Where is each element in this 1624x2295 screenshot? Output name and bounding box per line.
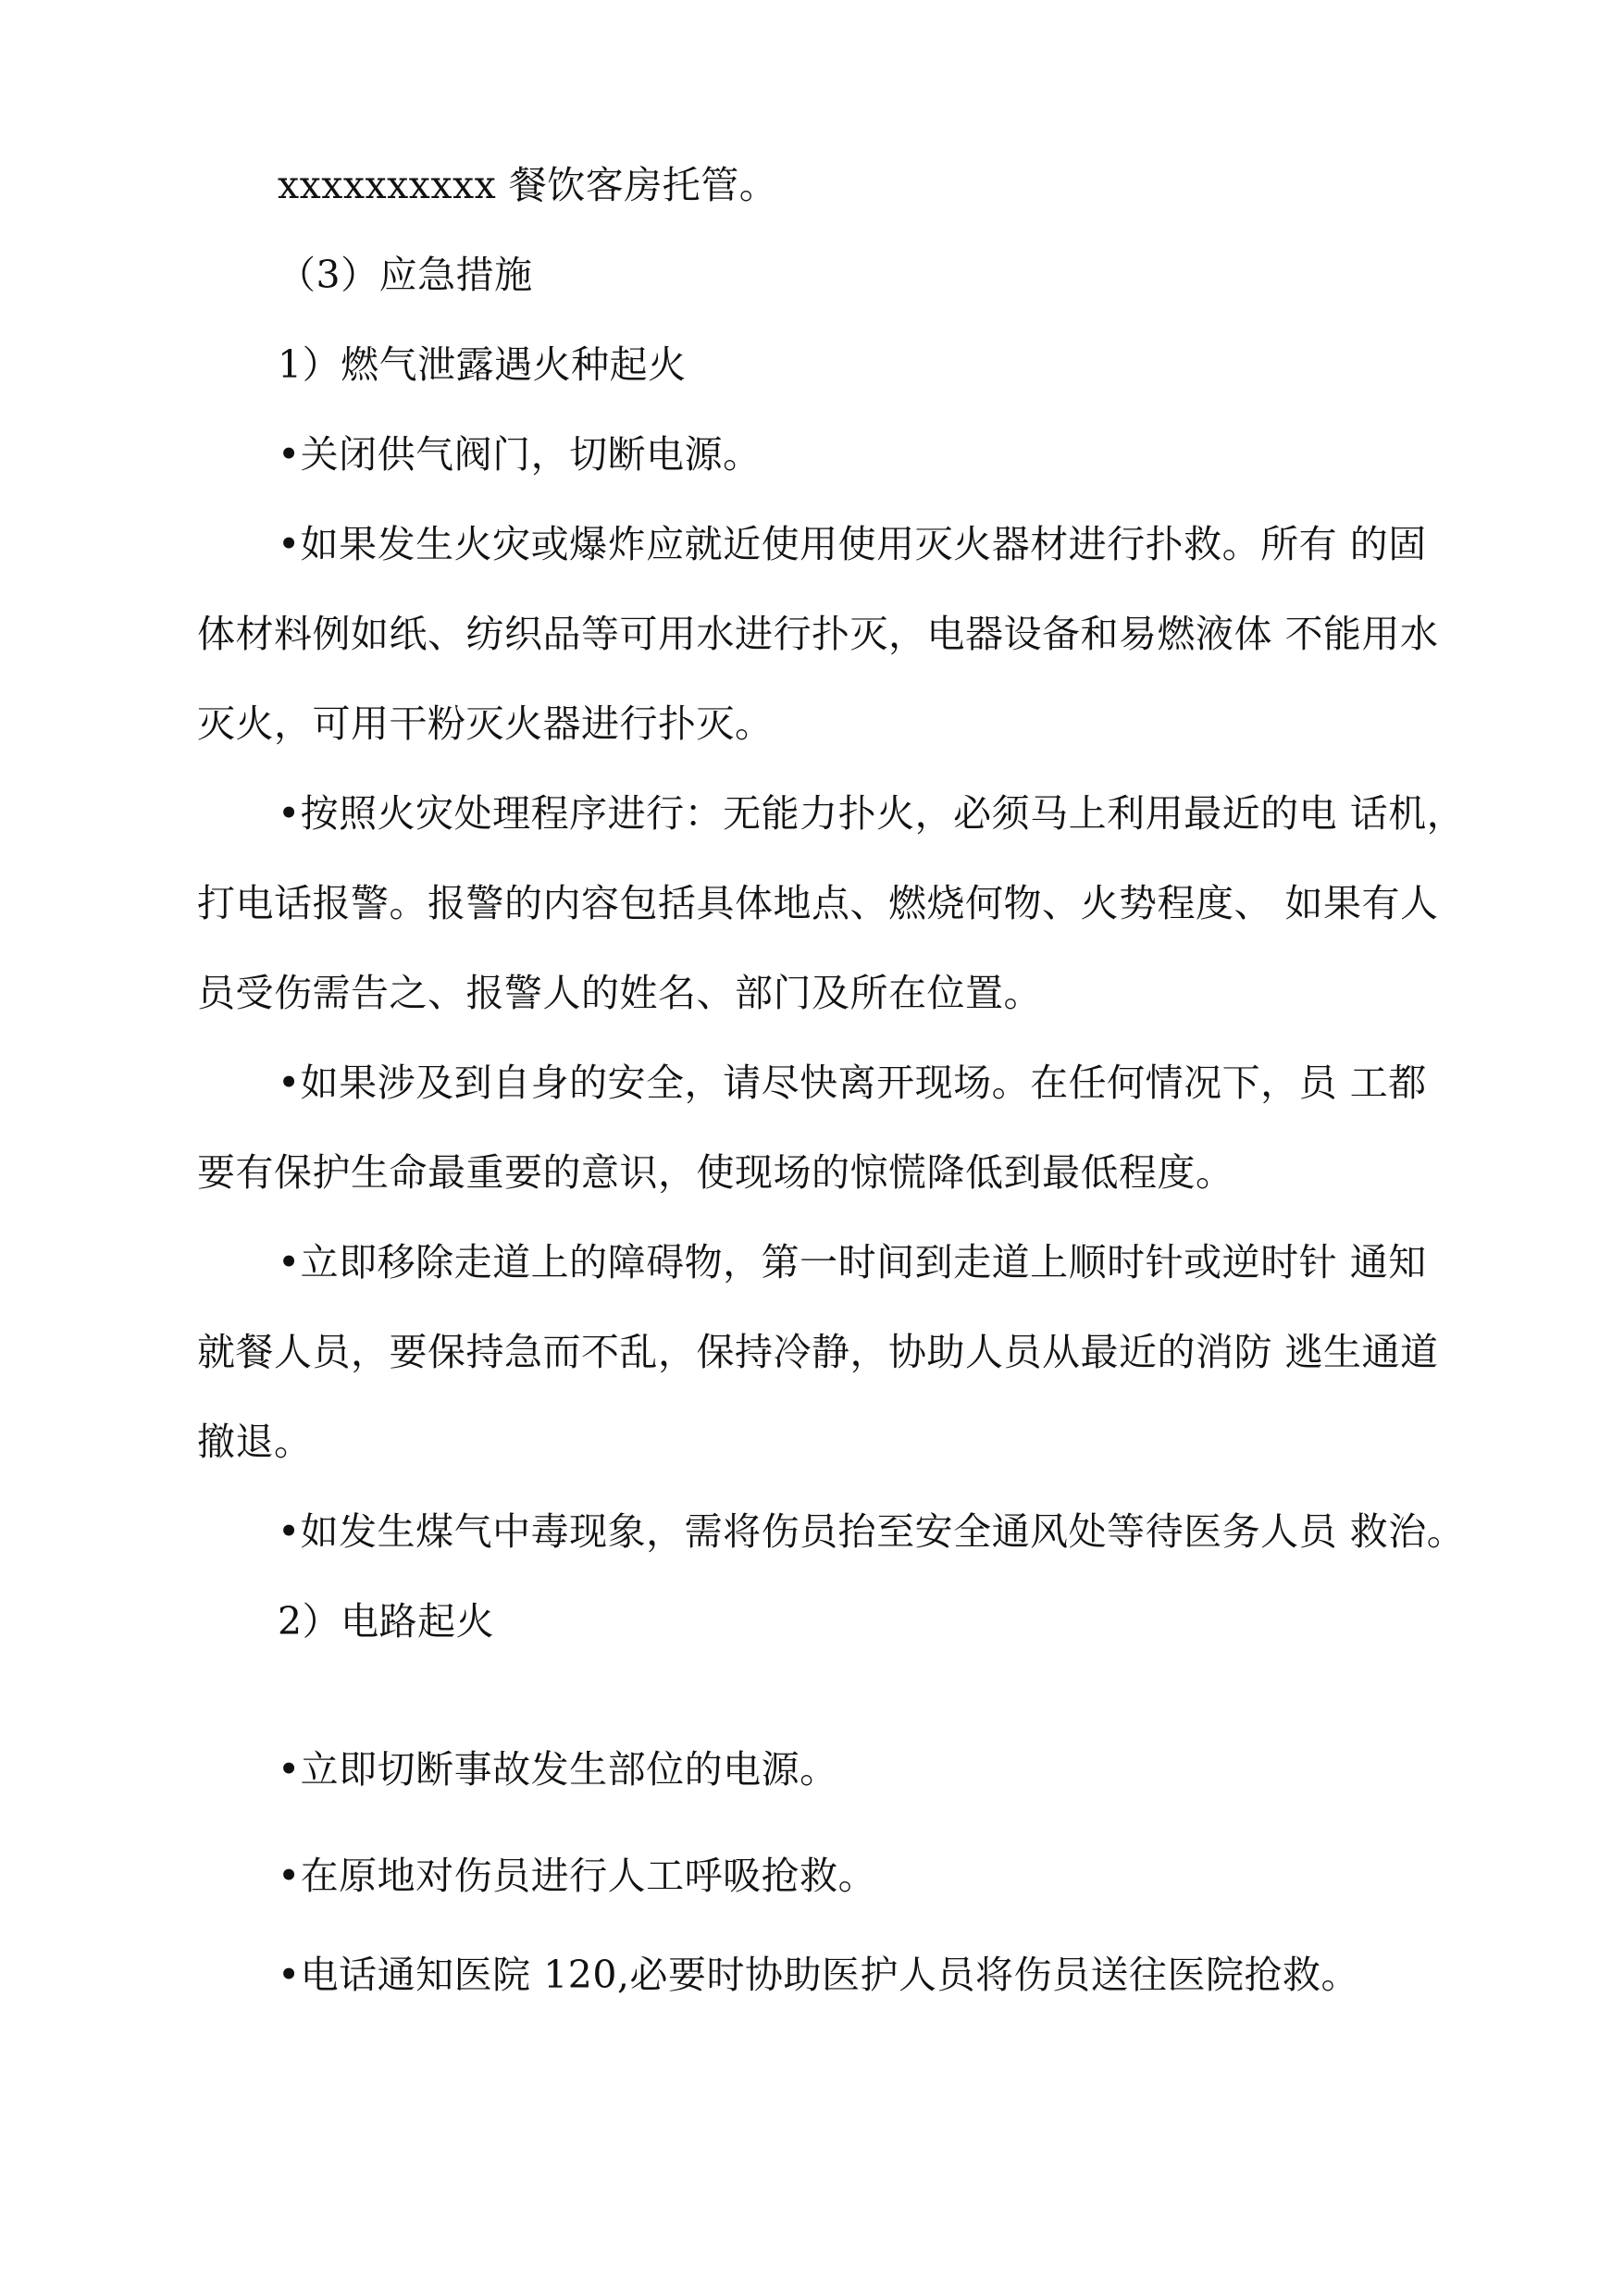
bullet-fire-procedure-line-2: 打电话报警。报警的内容包括具体地点、燃烧何物、火势程度、 如果有人: [197, 881, 1439, 925]
bullet-self-safety-line-2: 要有保护生命最重要的意识，使现场的惊慌降低到最低程度。: [197, 1150, 1234, 1195]
subheading-electrical-fire: 2）电路起火: [278, 1599, 495, 1644]
bullet-clear-aisle-line-3: 撤退。: [197, 1420, 313, 1464]
bullet-fire-procedure-line-3: 员受伤需告之、报警人的姓名、部门及所在位置。: [197, 971, 1042, 1015]
subheading-gas-leak-fire: 1）燃气泄露遇火种起火: [278, 342, 687, 387]
bullet-clear-aisle-line-2: 就餐人员，要保持急而不乱，保持冷静，协助人员从最近的消防 逃生通道: [197, 1330, 1439, 1374]
bullet-gas-poisoning: •如发生煤气中毒现象，需将伤员抬至安全通风处等待医务人员 救治。: [278, 1509, 1466, 1554]
section-heading-emergency: （3）应急措施: [278, 253, 533, 297]
bullet-cpr: •在原地对伤员进行人工呼吸抢救。: [278, 1854, 877, 1898]
bullet-cut-power: •立即切断事故发生部位的电源。: [278, 1747, 838, 1792]
text-line-company: xxxxxxxxxx 餐饮客房托管。: [278, 163, 778, 207]
bullet-fire-extinguish-line-2: 体材料例如纸、纺织品等可用水进行扑灭，电器设备和易燃液体 不能用水: [197, 612, 1439, 656]
bullet-clear-aisle-line-1: •立即移除走道上的障碍物，第一时间到走道上顺时针或逆时针 通知: [278, 1240, 1427, 1284]
bullet-close-valve: •关闭供气阀门，切断电源。: [278, 432, 762, 477]
bullet-fire-extinguish-line-3: 灭火，可用干粉灭火器进行扑灭。: [197, 701, 774, 746]
bullet-self-safety-line-1: •如果涉及到自身的安全，请尽快离开现场。在任何情况下，员 工都: [278, 1061, 1427, 1105]
bullet-fire-extinguish-line-1: •如果发生火灾或爆炸应就近使用使用灭火器材进行扑救。所有 的固: [278, 522, 1427, 566]
bullet-fire-procedure-line-1: •按照火灾处理程序进行：无能力扑火，必须马上利用最近的电 话机，: [278, 791, 1466, 836]
bullet-call-hospital: •电话通知医院 120,必要时协助医护人员将伤员送往医院抢救。: [278, 1953, 1360, 1997]
